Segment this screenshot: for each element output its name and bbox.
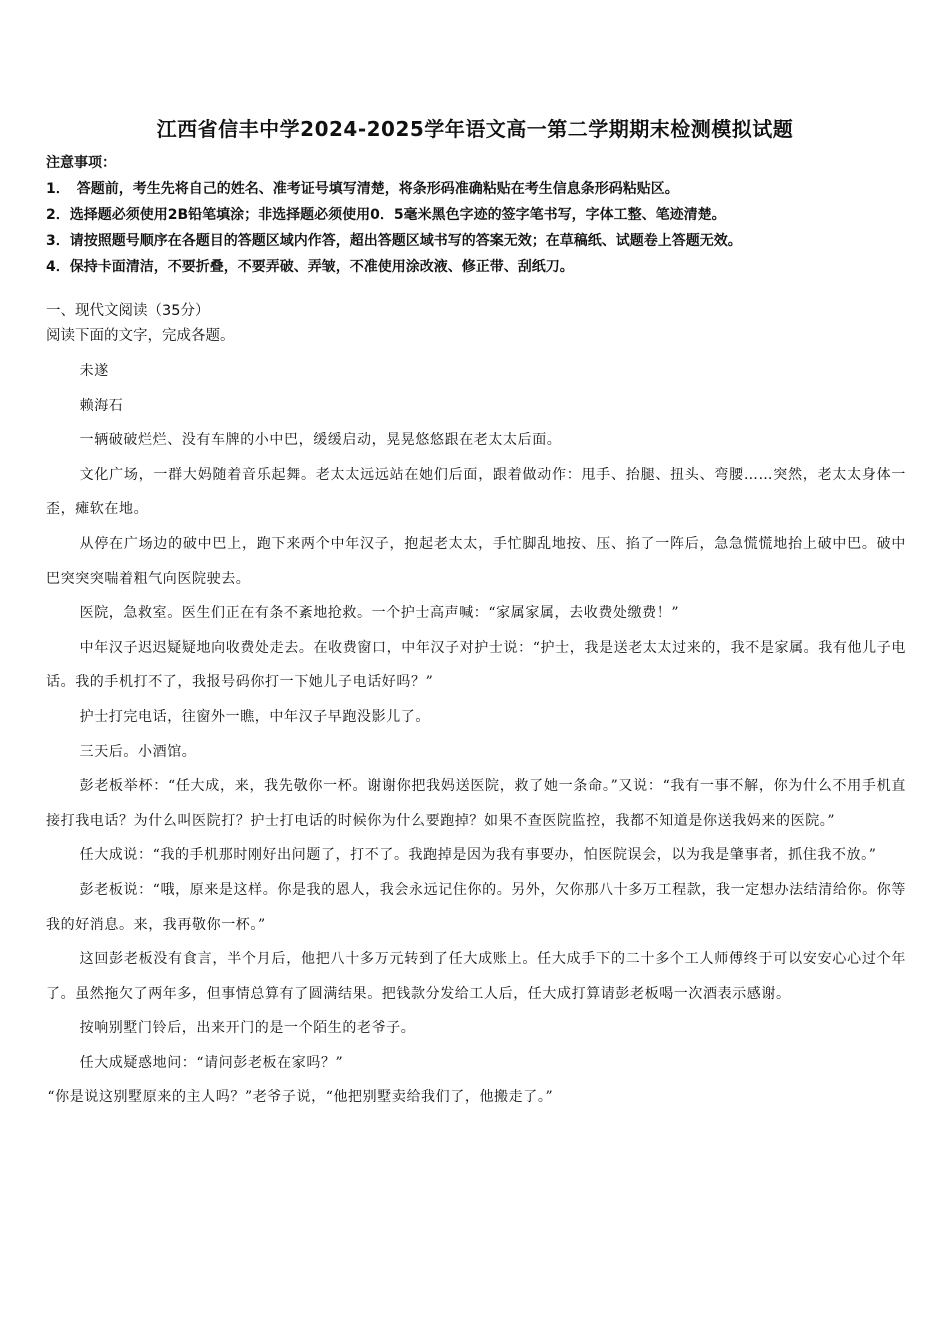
article-author: 赖海石: [79, 397, 124, 414]
notice-item: 2．选择题必须使用2B铅笔填涂；非选择题必须使用0．5毫米黑色字迹的签字笔书写，字体工整、笔迹清楚。: [46, 207, 726, 223]
exam-title: 江西省信丰中学2024-2025学年语文高一第二学期期末检测模拟试题: [156, 117, 794, 141]
article-paragraph: 三天后。小酒馆。: [79, 743, 197, 760]
article-paragraph: 任大成说：“我的手机那时刚好出问题了，打不了。我跑掉是因为我有事要办，怕医院误会，以为我是肇事者，抓住我不放。”: [79, 847, 877, 864]
article-paragraph: 从停在广场边的破中巴上，跑下来两个中年汉子，抱起老太太，手忙脚乱地按、压、掐了一阵后，急急慌慌地抬上破中巴。破中巴突突突喘着粗气向医院驶去。: [46, 535, 906, 587]
article-paragraph: 护士打完电话，往窗外一瞧，中年汉子早跑没影儿了。: [79, 708, 430, 725]
article-paragraph: 医院，急救室。医生们正在有条不紊地抢救。一个护士高声喊：“家属家属，去收费处缴费！”: [79, 605, 680, 622]
notice-heading: 注意事项：: [46, 155, 116, 171]
article-paragraph: 按响别墅门铃后，出来开门的是一个陌生的老爷子。: [79, 1020, 416, 1037]
article-paragraph: 中年汉子迟迟疑疑地向收费处走去。在收费窗口，中年汉子对护士说：“护士，我是送老太太过来的，我不是家属。我有他儿子电话。我的手机打不了，我报号码你打一下她儿子电话好吗？”: [46, 639, 906, 691]
article-paragraph: 这回彭老板没有食言，半个月后，他把八十多万元转到了任大成账上。任大成手下的二十多个工人师傅终于可以安安心心过个年了。虽然拖欠了两年多，但事情总算有了圆满结果。把钱款分发给工人后，任大成打算请彭老板喝一次酒表示感谢。: [46, 951, 906, 1002]
notice-item: 1． 答题前，考生先将自己的姓名、准考证号填写清楚，将条形码准确粘贴在考生信息条形码粘贴区。: [46, 181, 679, 197]
article-body: [46, 354, 906, 1115]
notice-section: [46, 150, 916, 280]
article-paragraph: 一辆破破烂烂、没有车牌的小中巴，缓缓启动，晃晃悠悠跟在老太太后面。: [79, 432, 562, 449]
article-paragraph: 彭老板说：“哦，原来是这样。你是我的恩人，我会永远记住你的。另外，欠你那八十多万工程款，我一定想办法结清给你。你等我的好消息。来，我再敬你一杯。”: [46, 881, 906, 933]
section-instruction: 阅读下面的文字，完成各题。: [46, 328, 235, 344]
article-paragraph: 彭老板举杯：“任大成，来，我先敬你一杯。谢谢你把我妈送医院，救了她一条命。”又说：“我有一事不解，你为什么不用手机直接打我电话？为什么叫医院打？护士打电话的时候你为什么要跑掉？如果不查医院监控，我都不知道是你送我妈来的医院。”: [46, 778, 906, 829]
article-title: 未遂: [79, 363, 109, 379]
section-heading: 一、现代文阅读（35分）: [46, 303, 210, 319]
article-paragraph: 任大成疑惑地问：“请问彭老板在家吗？”: [79, 1054, 344, 1071]
notice-item: 4．保持卡面清洁，不要折叠，不要弄破、弄皱，不准使用涂改液、修正带、刮纸刀。: [46, 259, 574, 275]
notice-item: 3．请按照题号顺序在各题目的答题区域内作答，超出答题区域书写的答案无效；在草稿纸、试题卷上答题无效。: [46, 233, 742, 249]
article-paragraph: “你是说这别墅原来的主人吗？”老爷子说，“他把别墅卖给我们了，他搬走了。”: [47, 1089, 554, 1106]
article-paragraph: 文化广场，一群大妈随着音乐起舞。老太太远远站在她们后面，跟着做动作：甩手、抬腿、扭头、弯腰……突然，老太太身体一歪，瘫软在地。: [46, 466, 906, 518]
